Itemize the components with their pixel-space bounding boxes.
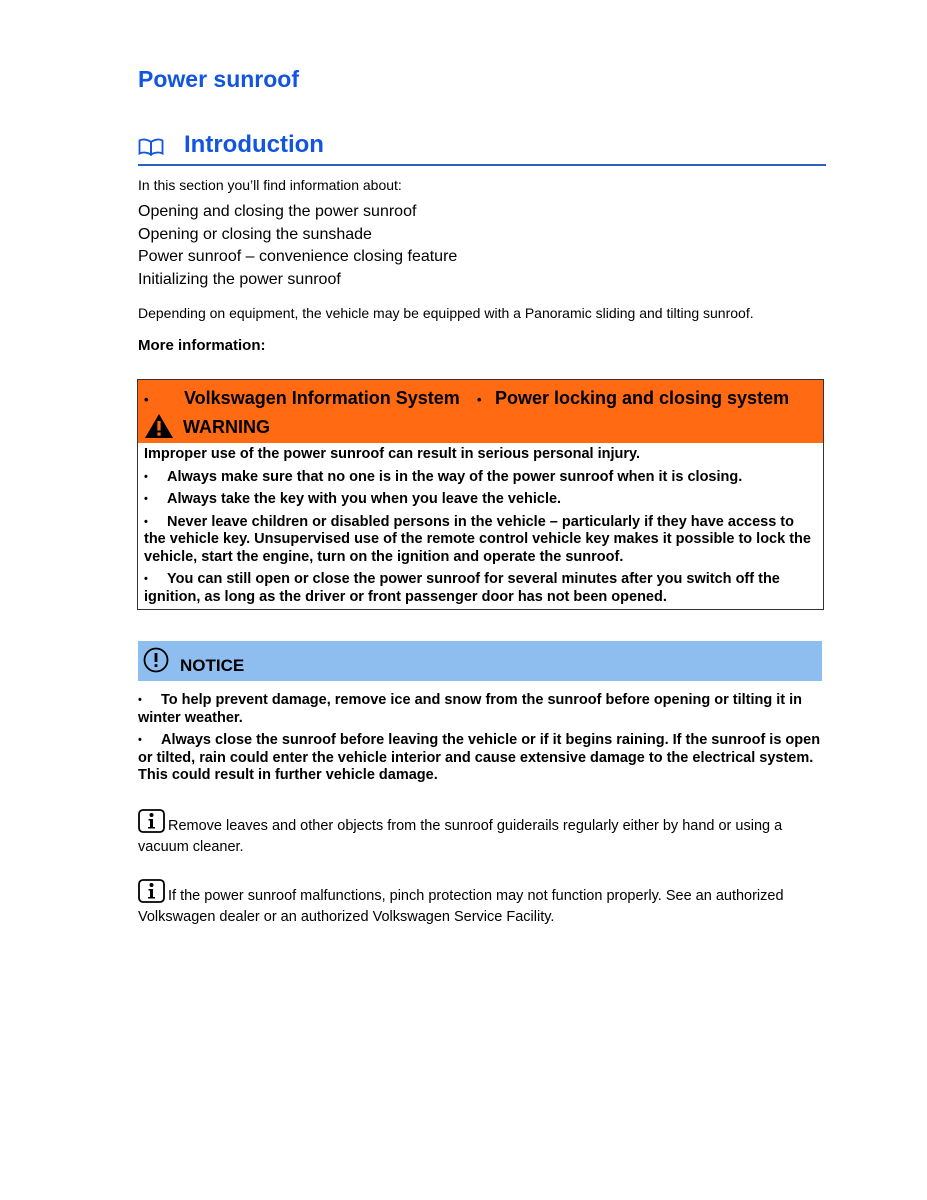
bullet: • [138,734,142,746]
more-info-label: More information: [138,337,266,354]
notice-item: • Always close the sunroof before leaving the vehicle or if it begins raining. If the sunroof is open or tilted, rain could enter the vehicle interior and cause extensive damage to the electrical system. This could result in further vehicle damage. [138,732,821,783]
warning-box [137,379,824,610]
equipment-note: Depending on equipment, the vehicle may be equipped with a Panoramic sliding and tilting sunroof. [138,305,754,321]
warning-body [144,446,814,611]
warning-label: WARNING [183,417,270,437]
notice-label: NOTICE [180,656,245,675]
warning-item: • You can still open or close the power sunroof for several minutes after you switch off the ignition, as long as the driver or front passenger door has not been opened. [144,571,780,605]
warning-triangle-icon [144,413,174,444]
warning-header [138,380,823,443]
warning-lead: Improper use of the power sunroof can result in serious personal injury. [144,446,641,462]
page-title: Power sunroof [138,66,300,92]
link-volkswagen-information-system[interactable]: Volkswagen Information System [184,388,460,408]
topic-link[interactable]: Opening or closing the sunshade [138,225,372,243]
book-icon [138,138,164,161]
info-note [138,879,826,926]
info-note [138,809,826,856]
exclamation-circle-icon [143,647,169,678]
bullet: • [144,392,149,407]
bullet: • [144,573,148,585]
info-note-text: If the power sunroof malfunctions, pinch protection may not function properly. See an authorized Volkswagen dealer or an authorized Volkswagen Service Facility. [138,888,784,925]
section-header [138,130,826,166]
bullet: • [144,493,148,505]
bullet: • [144,515,148,528]
notice-header [138,641,822,681]
notice-item: • To help prevent damage, remove ice and snow from the sunroof before opening or tilting it in winter weather. [138,692,803,726]
intro-text: In this section you’ll find information about: [138,177,402,193]
link-power-locking-and-closing-system[interactable]: Power locking and closing system [495,388,790,408]
warning-item: • Always take the key with you when you leave the vehicle. [144,491,562,507]
bullet: • [144,470,148,483]
info-note-text: Remove leaves and other objects from the sunroof guiderails regularly either by hand or using a vacuum cleaner. [138,818,783,855]
warning-item: • Never leave children or disabled persons in the vehicle – particularly if they have access to the vehicle key. Unsupervised use of the remote control vehicle key makes it possible to lock the vehicle, start the engine, turn on the ignition and operate the sunroof. [144,513,811,565]
info-icon [138,809,165,839]
topic-link[interactable]: Initializing the power sunroof [138,270,341,288]
topic-link[interactable]: Power sunroof – convenience closing feature [138,248,458,265]
topic-link[interactable]: Opening and closing the power sunroof [138,203,417,220]
section-title: Introduction [184,131,324,158]
topic-list [138,201,457,291]
bullet: • [138,694,142,706]
bullet: • [477,392,482,407]
info-icon [138,879,165,909]
warning-item: • Always make sure that no one is in the way of the power sunroof when it is closing. [144,468,743,485]
notice-body [138,692,826,790]
